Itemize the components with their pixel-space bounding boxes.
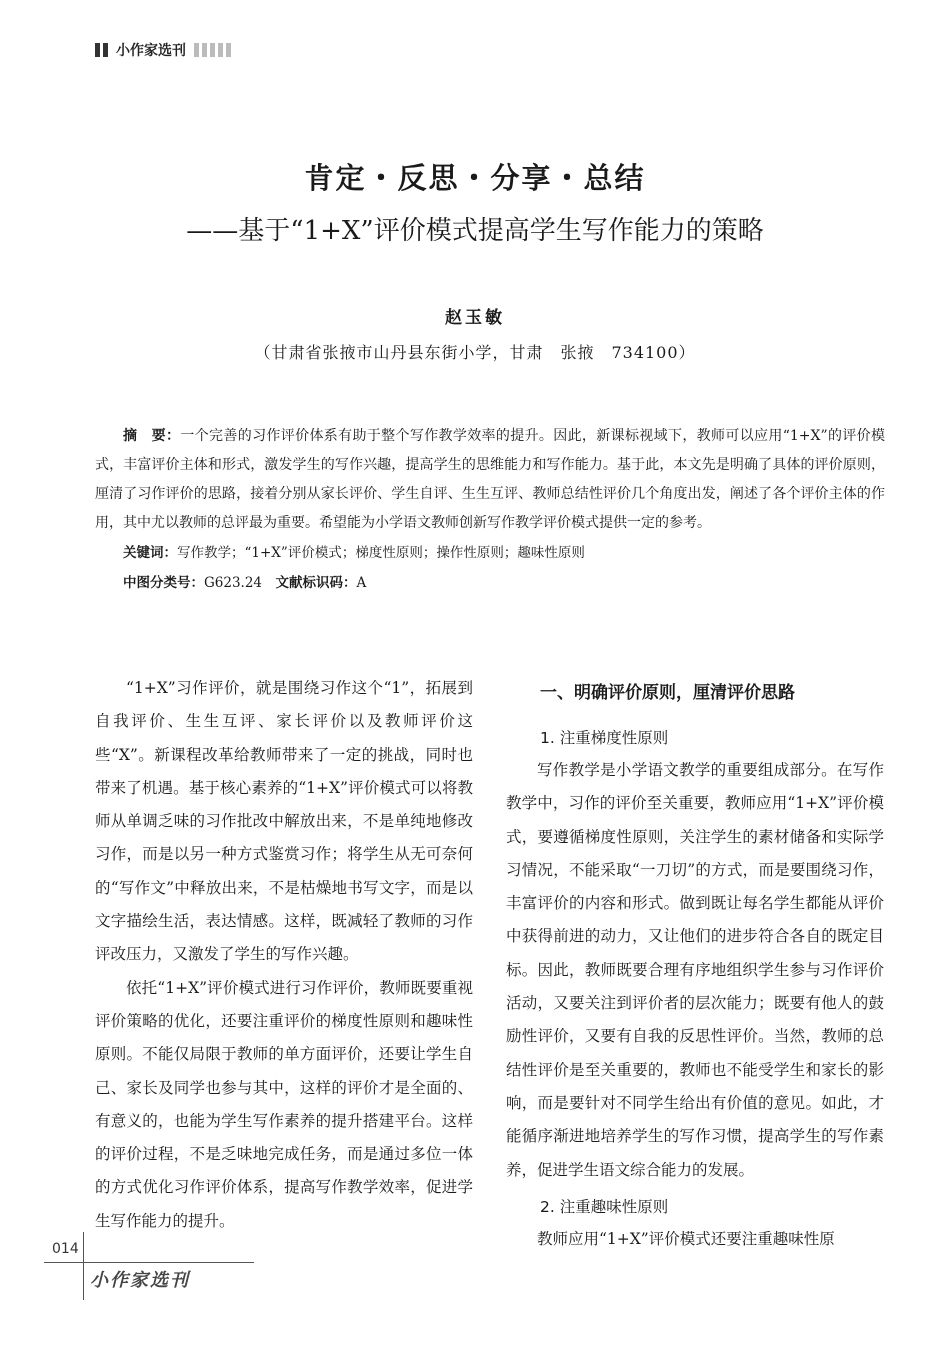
journal-logo: 小作家选刊: [90, 1270, 190, 1291]
keywords-line: [95, 538, 885, 568]
body-paragraph: “1+X”习作评价，就是围绕习作这个“1”，拓展到自我评价、生生互评、家长评价以及教师评价这些“X”。新课程改革给教师带来了一定的挑战，同时也带来了机遇。基于核心素养的“1+X”评价模式可以将教师从单调乏味的习作批改中解放出来，不是单纯地修改习作，而是以另一种方式鉴赏习作；将学生从无可奈何的“写作文”中释放出来，不是枯燥地书写文字，而是以文字描绘生活，表达情感。这样，既减轻了教师的习作评改压力，又激发了学生的写作兴趣。: [95, 679, 473, 964]
clc-value: G623.24: [204, 575, 263, 591]
doc-code-value: A: [356, 575, 367, 591]
footer-divider-horizontal: [44, 1262, 254, 1263]
header-bars-dark: [95, 43, 108, 57]
section-heading: 一、明确评价原则，厘清评价思路: [540, 683, 795, 703]
footer-divider-vertical: [83, 1232, 84, 1300]
abstract-text: 一个完善的习作评价体系有助于整个写作教学效率的提升。因此，新课标视域下，教师可以应用“1+X”的评价模式，丰富评价主体和形式，激发学生的写作兴趣，提高学生的思维能力和写作能力。基于此，本文先是明确了具体的评价原则，厘清了习作评价的思路，接着分别从家长评价、学生自评、生生互评、教师总结性评价几个角度出发，阐述了各个评价主体的作用，其中尤以教师的总评最为重要。希望能为小学语文教师创新写作教学评价模式提供一定的参考。: [95, 428, 886, 531]
journal-name: 小作家选刊: [116, 43, 186, 59]
keywords-label: 关键词：: [123, 545, 177, 561]
classification-line: [95, 568, 885, 598]
page-number: 014: [52, 1241, 79, 1257]
body-paragraph: 教师应用“1+X”评价模式还要注重趣味性原: [537, 1229, 835, 1248]
article-subtitle: ——基于“1+X”评价模式提高学生写作能力的策略: [186, 216, 764, 246]
article-title: 肯定・反思・分享・总结: [304, 161, 646, 195]
article-author: 赵玉敏: [445, 308, 505, 328]
right-column: [506, 676, 884, 1256]
keywords-text: 写作教学；“1+X”评价模式；梯度性原则；操作性原则；趣味性原则: [177, 545, 585, 561]
body-paragraph: 依托“1+X”评价模式进行习作评价，教师既要重视评价策略的优化，还要注重评价的梯度性原则和趣味性原则。不能仅局限于教师的单方面评价，还要让学生自己、家长及同学也参与其中，这样的评价才是全面的、有意义的，也能为学生写作素养的提升搭建平台。这样的评价过程，不是乏味地完成任务，而是通过多位一体的方式优化习作评价体系，提高写作教学效率，促进学生写作能力的提升。: [95, 978, 473, 1230]
subsection-heading: 1. 注重梯度性原则: [540, 729, 669, 747]
body-paragraph: 写作教学是小学语文教学的重要组成部分。在写作教学中，习作的评价至关重要，教师应用“1+X”评价模式，要遵循梯度性原则，关注学生的素材储备和实际学习情况，不能采取“一刀切”的方式，而是要围绕习作，丰富评价的内容和形式。做到既让每名学生都能从评价中获得前进的动力，又让他们的进步符合各自的既定目标。因此，教师既要合理有序地组织学生参与习作评价活动，又要关注到评价者的层次能力；既要有他人的鼓励性评价，又要有自我的反思性评价。当然，教师的总结性评价是至关重要的，教师也不能受学生和家长的影响，而是要针对不同学生给出有价值的意见。如此，才能循序渐进地培养学生的写作习惯，提高学生的写作素养，促进学生语文综合能力的发展。: [506, 761, 884, 1179]
journal-header: [95, 40, 231, 60]
left-column: [95, 672, 473, 1238]
subsection-heading: 2. 注重趣味性原则: [540, 1197, 669, 1216]
header-bars-light: [194, 43, 231, 57]
abstract-paragraph: [95, 422, 885, 538]
abstract-block: [95, 422, 885, 598]
clc-label: 中图分类号：: [123, 575, 204, 591]
author-affiliation: （甘肃省张掖市山丹县东街小学，甘肃 张掖 734100）: [254, 343, 696, 362]
abstract-label: 摘 要：: [123, 428, 181, 444]
doc-code-label: 文献标识码：: [275, 575, 357, 591]
